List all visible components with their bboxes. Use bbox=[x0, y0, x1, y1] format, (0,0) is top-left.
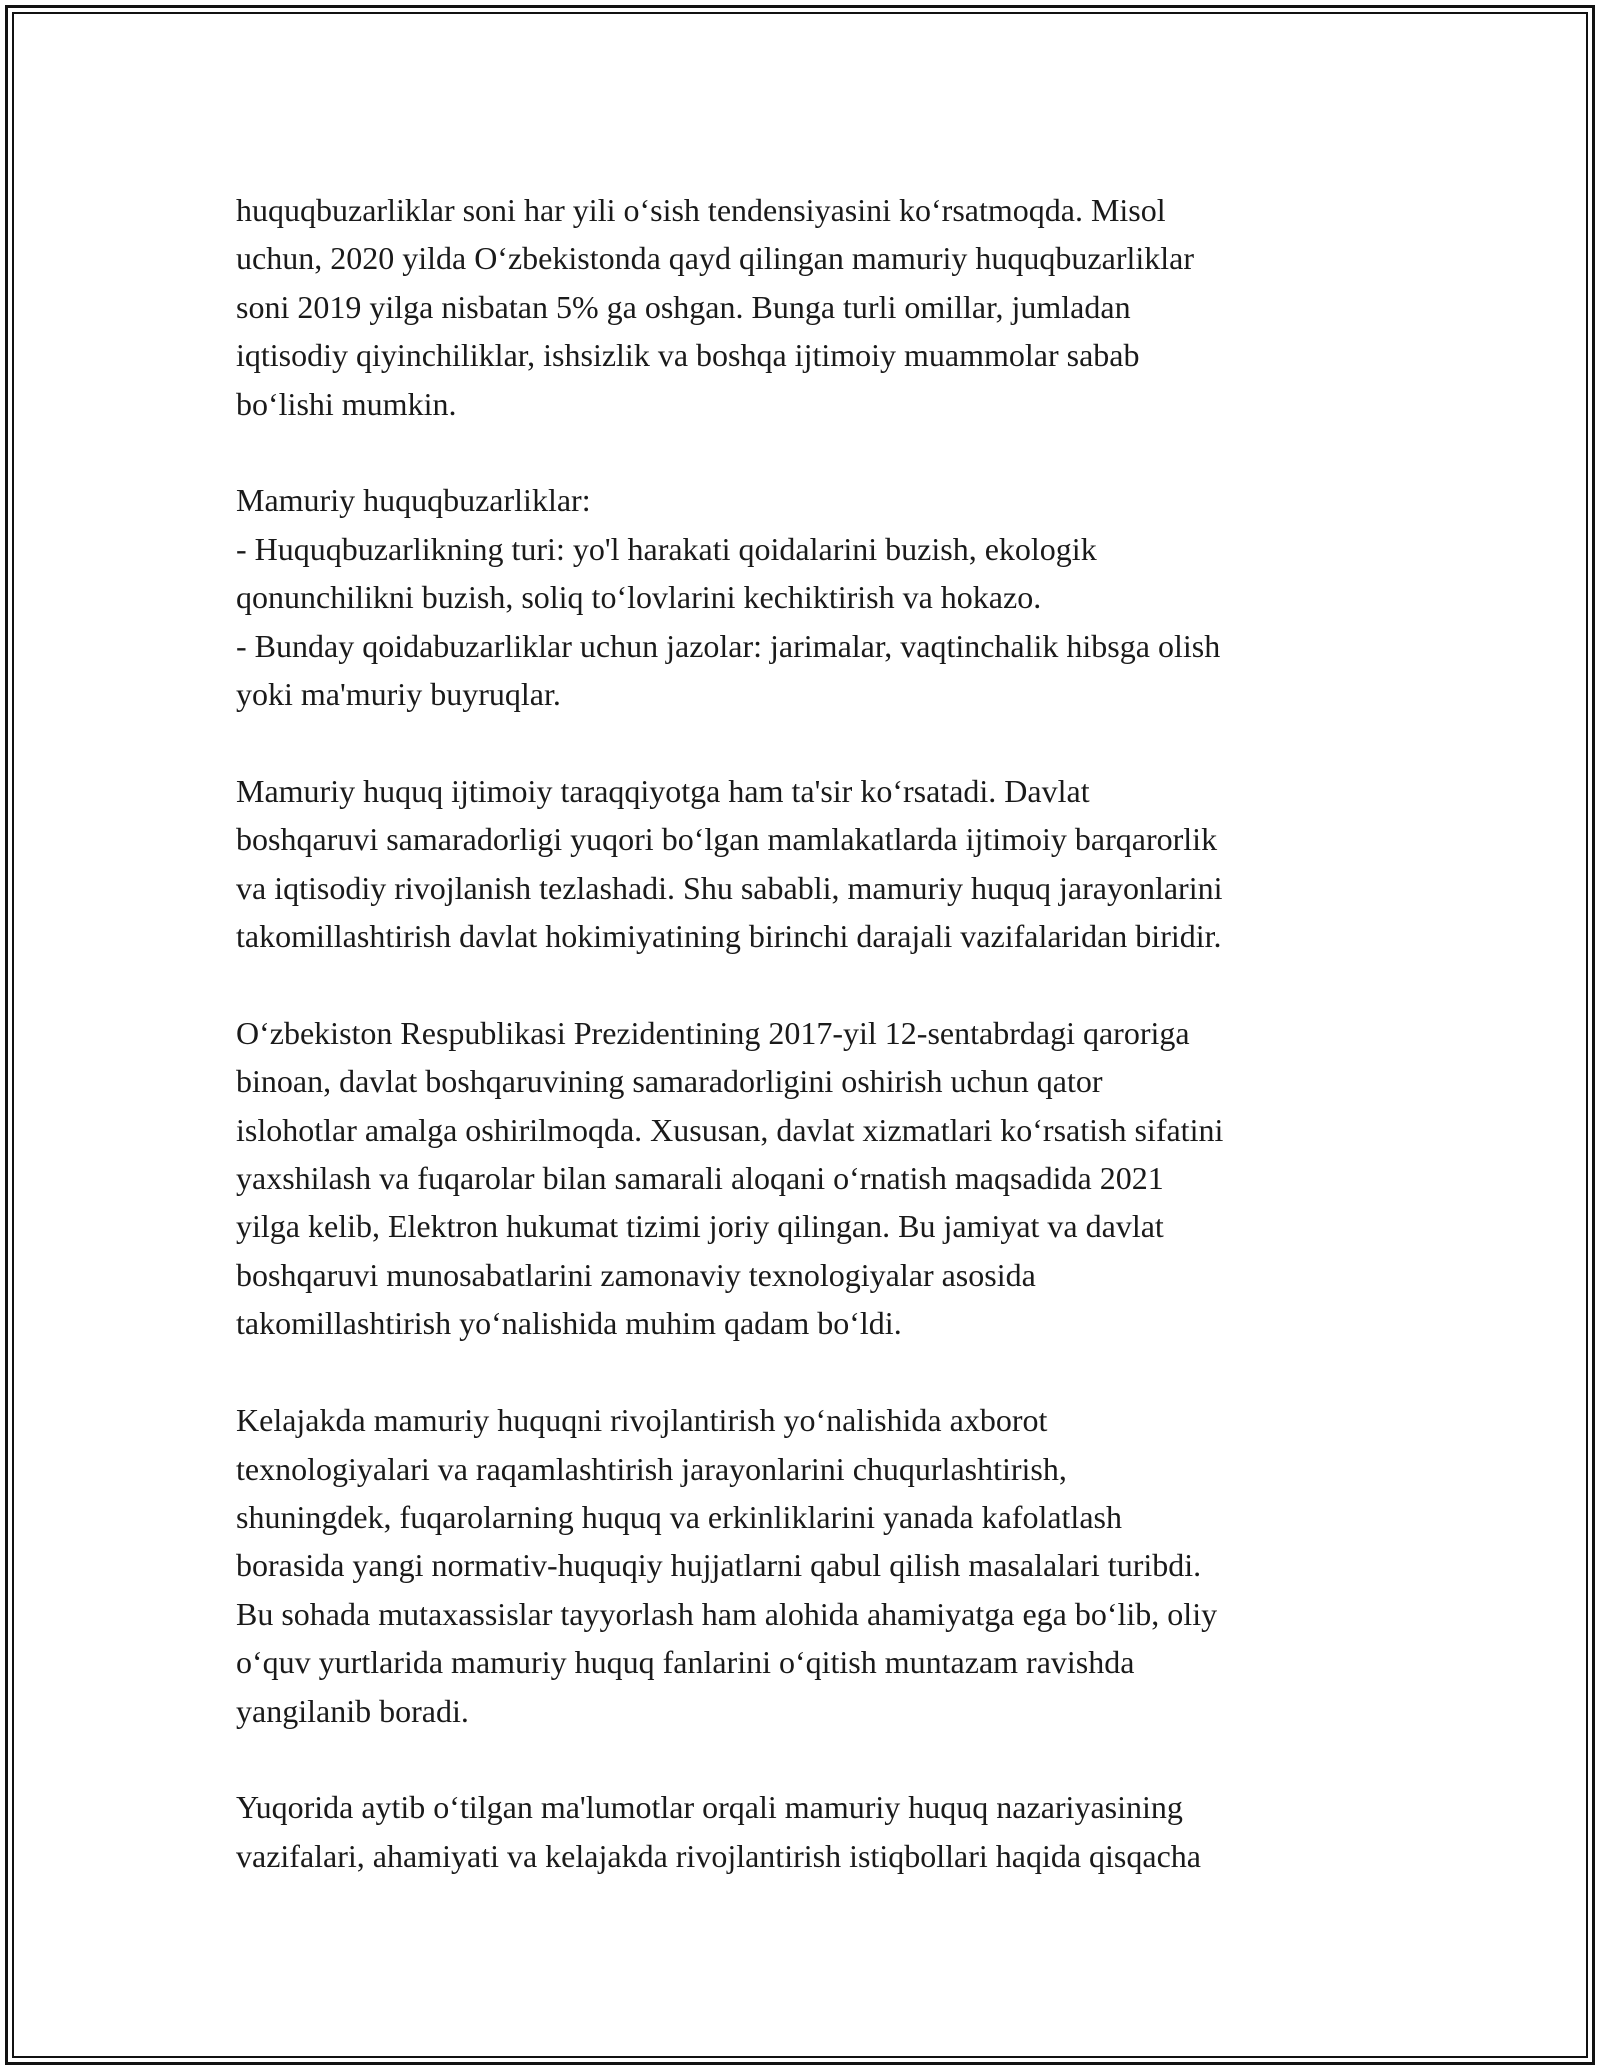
text-line: yoki ma'muriy buyruqlar. bbox=[236, 676, 561, 713]
text-line: bo‘lishi mumkin. bbox=[236, 385, 457, 422]
text-line: qonunchilikni buzish, soliq to‘lovlarini kechiktirish va hokazo. bbox=[236, 579, 1042, 616]
text-line: texnologiyalari va raqamlashtirish jarayonlarini chuqurlashtirish, bbox=[236, 1450, 1067, 1487]
text-line: yangilanib boradi. bbox=[236, 1692, 469, 1729]
text-line: Mamuriy huquq ijtimoiy taraqqiyotga ham ta'sir ko‘rsatadi. Davlat bbox=[236, 772, 1090, 809]
paragraph-reforms bbox=[236, 1009, 1386, 1348]
text-line: islohotlar amalga oshirilmoqda. Xususan, davlat xizmatlari ko‘rsatish sifatini bbox=[236, 1111, 1224, 1148]
text-line: o‘quv yurtlarida mamuriy huquq fanlarini o‘qitish muntazam ravishda bbox=[236, 1644, 1135, 1681]
text-line: Bu sohada mutaxassislar tayyorlash ham alohida ahamiyatga ega bo‘lib, oliy bbox=[236, 1595, 1218, 1632]
text-line: yilga kelib, Elektron hukumat tizimi joriy qilingan. Bu jamiyat va davlat bbox=[236, 1208, 1164, 1245]
text-line: iqtisodiy qiyinchiliklar, ishsizlik va boshqa ijtimoiy muammolar sabab bbox=[236, 337, 1140, 374]
text-line: yaxshilash va fuqarolar bilan samarali aloqani o‘rnatish maqsadida 2021 bbox=[236, 1160, 1164, 1197]
text-line: takomillashtirish davlat hokimiyatining birinchi darajali vazifalaridan biridir. bbox=[236, 918, 1222, 955]
text-line: boshqaruvi samaradorligi yuqori bo‘lgan mamlakatlarda ijtimoiy barqarorlik bbox=[236, 821, 1218, 858]
list-heading: Mamuriy huquqbuzarliklar: bbox=[236, 482, 591, 519]
text-line: uchun, 2020 yilda O‘zbekistonda qayd qilingan mamuriy huquqbuzarliklar bbox=[236, 240, 1194, 277]
text-line: O‘zbekiston Respublikasi Prezidentining 2017-yil 12-sentabrdagi qaroriga bbox=[236, 1014, 1190, 1051]
paragraph-future bbox=[236, 1396, 1386, 1735]
text-line: vazifalari, ahamiyati va kelajakda rivojlantirish istiqbollari haqida qisqacha bbox=[236, 1837, 1201, 1874]
list-item: - Huquqbuzarlikning turi: yo'l harakati qoidalarini buzish, ekologik bbox=[236, 530, 1097, 567]
text-line: Kelajakda mamuriy huquqni rivojlantirish yo‘nalishida axborot bbox=[236, 1402, 1048, 1439]
text-line: va iqtisodiy rivojlanish tezlashadi. Shu sababli, mamuriy huquq jarayonlarini bbox=[236, 869, 1223, 906]
list-item: - Bunday qoidabuzarliklar uchun jazolar: jarimalar, vaqtinchalik hibsga olish bbox=[236, 627, 1221, 664]
paragraph-social-impact bbox=[236, 767, 1386, 961]
text-line: soni 2019 yilga nisbatan 5% ga oshgan. Bunga turli omillar, jumladan bbox=[236, 288, 1131, 325]
text-line: takomillashtirish yo‘nalishida muhim qadam bo‘ldi. bbox=[236, 1305, 902, 1342]
paragraph-offense-growth bbox=[236, 186, 1386, 428]
text-line: binoan, davlat boshqaruvining samaradorligini oshirish uchun qator bbox=[236, 1063, 1103, 1100]
paragraph-offense-list bbox=[236, 476, 1386, 718]
text-line: boshqaruvi munosabatlarini zamonaviy texnologiyalar asosida bbox=[236, 1256, 1036, 1293]
text-line: huquqbuzarliklar soni har yili o‘sish tendensiyasini ko‘rsatmoqda. Misol bbox=[236, 192, 1166, 228]
text-line: borasida yangi normativ-huquqiy hujjatlarni qabul qilish masalalari turibdi. bbox=[236, 1547, 1202, 1584]
text-line: Yuqorida aytib o‘tilgan ma'lumotlar orqali mamuriy huquq nazariyasining bbox=[236, 1789, 1183, 1826]
document-body bbox=[236, 186, 1386, 1929]
text-line: shuningdek, fuqarolarning huquq va erkinliklarini yanada kafolatlash bbox=[236, 1498, 1122, 1535]
paragraph-conclusion bbox=[236, 1783, 1386, 1880]
